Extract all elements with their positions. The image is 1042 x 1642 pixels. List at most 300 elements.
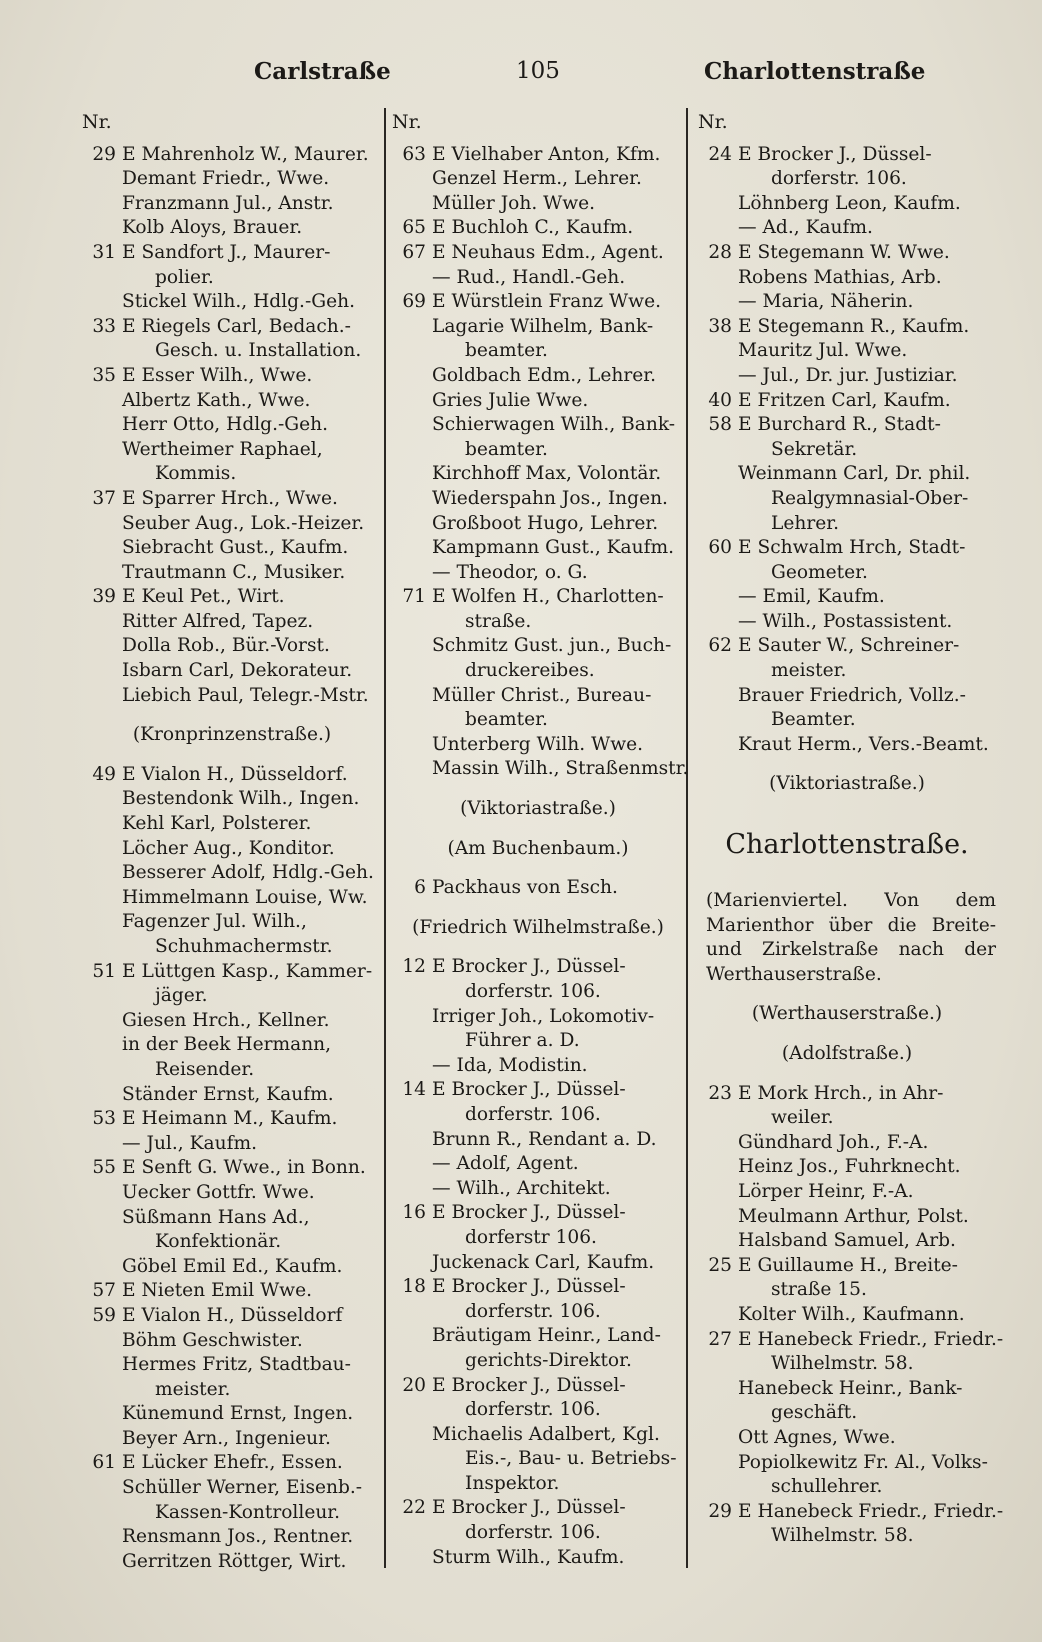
entry-text: Brunn R., Rendant a. D. <box>432 1128 657 1150</box>
nr-label: Nr. <box>698 111 728 133</box>
house-number: 33 <box>92 315 116 337</box>
house-number: 63 <box>402 143 426 165</box>
directory-entry <box>82 1402 382 1427</box>
house-number: 28 <box>708 241 732 263</box>
directory-entry <box>82 1353 382 1378</box>
directory-entry <box>698 143 996 168</box>
entry-text: Kolter Wilh., Kaufmann. <box>738 1303 965 1325</box>
directory-entry <box>82 659 382 684</box>
directory-entry <box>82 1107 382 1132</box>
entry-text: dorferstr. 106. <box>465 1522 601 1544</box>
entry-text: Siebracht Gust., Kaufm. <box>122 537 349 559</box>
directory-entry <box>698 241 996 266</box>
directory-entry <box>698 1500 1004 1525</box>
directory-entry <box>698 266 996 291</box>
directory-entry <box>82 910 382 935</box>
entry-text: beamter. <box>465 709 548 731</box>
directory-entry <box>698 1278 996 1303</box>
entry-text: Meulmann Arthur, Polst. <box>738 1205 969 1227</box>
directory-entry <box>82 1156 382 1181</box>
directory-entry <box>392 1128 684 1153</box>
entry-text: Reisender. <box>155 1058 255 1080</box>
entry-text: — Rud., Handl.-Geh. <box>432 266 626 288</box>
directory-entry <box>392 1300 684 1325</box>
directory-entry <box>82 787 382 812</box>
entry-text: Liebich Paul, Telegr.-Mstr. <box>122 684 369 706</box>
entry-text: Hanebeck Heinr., Bank- <box>738 1377 963 1399</box>
directory-entry <box>392 585 684 610</box>
entry-text: Löcher Aug., Konditor. <box>122 837 335 859</box>
directory-entry <box>698 733 996 758</box>
directory-entry <box>698 512 996 537</box>
house-number: 31 <box>92 241 116 263</box>
directory-entry <box>392 876 684 901</box>
directory-entry <box>392 389 684 414</box>
directory-entry <box>698 339 996 364</box>
entry-text: E Keul Pet., Wirt. <box>122 586 285 608</box>
entry-text: Packhaus von Esch. <box>432 877 618 899</box>
entry-text: E Lücker Ehefr., Essen. <box>122 1452 343 1474</box>
entry-text: E Stegemann W. Wwe. <box>738 241 950 263</box>
directory-entry <box>698 487 996 512</box>
directory-entry <box>698 1205 996 1230</box>
entry-text: Hermes Fritz, Stadtbau- <box>122 1354 351 1376</box>
entry-text: Gries Julie Wwe. <box>432 389 589 411</box>
entry-text: Stickel Wilh., Hdlg.-Geh. <box>122 291 355 313</box>
directory-entry <box>392 1349 684 1374</box>
directory-entry <box>82 315 382 340</box>
entry-text: Rensmann Jos., Rentner. <box>122 1526 354 1548</box>
house-number: 69 <box>402 291 426 313</box>
directory-entry <box>82 216 382 241</box>
directory-entry <box>82 984 382 1009</box>
entry-text: dorferstr 106. <box>465 1226 597 1248</box>
entry-text: Kampmann Gust., Kaufm. <box>432 537 675 559</box>
nr-label: Nr. <box>82 111 112 133</box>
entry-text: straße. <box>465 610 532 632</box>
house-number: 23 <box>708 1082 732 1104</box>
directory-entry <box>82 487 382 512</box>
column-divider <box>384 108 386 1568</box>
directory-entry <box>698 1377 996 1402</box>
entry-text: weiler. <box>771 1107 834 1129</box>
entry-text: — Adolf, Agent. <box>432 1153 579 1175</box>
entry-text: E Lüttgen Kasp., Kammer- <box>122 960 373 982</box>
directory-entry <box>392 561 684 586</box>
entry-text: E Vielhaber Anton, Kfm. <box>432 143 661 165</box>
directory-entry <box>82 290 382 315</box>
directory-entry <box>698 1328 1004 1353</box>
directory-entry <box>82 812 382 837</box>
directory-entry <box>82 1279 382 1304</box>
entry-text: E Brocker J., Düssel- <box>738 143 932 165</box>
directory-entry <box>698 438 996 463</box>
directory-entry <box>698 1401 996 1426</box>
entry-text: Isbarn Carl, Dekorateur. <box>122 660 353 682</box>
entry-text: E Brocker J., Düssel- <box>432 1079 626 1101</box>
entry-text: geschäft. <box>771 1402 858 1424</box>
directory-entry <box>82 167 382 192</box>
entry-text: E Burchard R., Stadt- <box>738 414 941 436</box>
directory-entry <box>82 561 382 586</box>
directory-entry <box>392 757 689 782</box>
entry-text: dorferstr. 106. <box>465 1103 601 1125</box>
entry-text: Gesch. u. Installation. <box>155 340 362 362</box>
directory-entry <box>392 315 684 340</box>
house-number: 18 <box>402 1276 426 1298</box>
house-number: 57 <box>92 1280 116 1302</box>
entry-text: E Fritzen Carl, Kaufm. <box>738 389 951 411</box>
entry-text: E Schwalm Hrch, Stadt- <box>738 537 966 559</box>
entry-text: E Buchloh C., Kaufm. <box>432 217 634 239</box>
street-heading: (Kronprinzenstraße.) <box>132 724 332 746</box>
directory-entry <box>82 438 382 463</box>
entry-text: Süßmann Hans Ad., <box>122 1206 310 1228</box>
house-number: 29 <box>708 1500 732 1522</box>
directory-entry <box>392 1324 684 1349</box>
entry-text: Ständer Ernst, Kaufm. <box>122 1083 334 1105</box>
directory-entry <box>698 1082 996 1107</box>
entry-text: E Sandfort J., Maurer- <box>122 241 331 263</box>
entry-text: — Wilh., Postassistent. <box>738 610 953 632</box>
entry-text: Kolb Aloys, Brauer. <box>122 217 303 239</box>
entry-text: Popiolkewitz Fr. Al., Volks- <box>738 1451 988 1473</box>
house-number: 51 <box>92 960 116 982</box>
directory-entry <box>698 1155 996 1180</box>
entry-text: dorferstr. 106. <box>465 1399 601 1421</box>
directory-entry <box>698 389 996 414</box>
entry-text: E Wolfen H., Charlotten- <box>432 586 664 608</box>
directory-entry <box>82 241 382 266</box>
entry-text: Bräutigam Heinr., Land- <box>432 1325 661 1347</box>
directory-entry <box>698 167 996 192</box>
entry-text: E Heimann M., Kaufm. <box>122 1108 338 1130</box>
entry-text: E Brocker J., Düssel- <box>432 956 626 978</box>
directory-entry <box>698 610 996 635</box>
entry-text: Michaelis Adalbert, Kgl. <box>432 1423 660 1445</box>
entry-text: E Würstlein Franz Wwe. <box>432 291 661 313</box>
house-number: 16 <box>402 1202 426 1224</box>
entry-text: Gerritzen Röttger, Wirt. <box>122 1550 347 1572</box>
directory-entry <box>392 634 684 659</box>
house-number: 27 <box>708 1328 732 1350</box>
entry-text: — Jul., Dr. jur. Justiziar. <box>738 364 958 386</box>
directory-entry <box>392 1054 684 1079</box>
directory-entry <box>392 512 684 537</box>
column-1-list <box>82 143 382 1575</box>
entry-text: Kehl Karl, Polsterer. <box>122 813 312 835</box>
directory-entry <box>392 241 684 266</box>
directory-entry <box>392 1029 684 1054</box>
house-number: 6 <box>414 877 426 899</box>
entry-text: Kommis. <box>155 463 237 485</box>
entry-text: Künemund Ernst, Ingen. <box>122 1403 354 1425</box>
street-heading: (Viktoriastraße.) <box>460 798 616 820</box>
house-number: 62 <box>708 635 732 657</box>
entry-text: E Brocker J., Düssel- <box>432 1276 626 1298</box>
entry-text: — Theodor, o. G. <box>432 561 588 583</box>
section-title: Charlottenstraße. <box>725 829 969 861</box>
column-divider <box>686 108 688 1568</box>
entry-text: Gündhard Joh., F.-A. <box>738 1131 929 1153</box>
directory-entry <box>392 536 684 561</box>
directory-entry <box>392 143 684 168</box>
entry-text: Heinz Jos., Fuhrknecht. <box>738 1156 961 1178</box>
column-2 <box>392 110 689 1570</box>
directory-entry <box>698 1254 996 1279</box>
entry-text: Konfektionär. <box>155 1231 282 1253</box>
directory-entry <box>392 1152 684 1177</box>
directory-entry <box>82 1009 382 1034</box>
directory-entry <box>392 1521 684 1546</box>
directory-entry <box>392 1177 684 1202</box>
directory-entry <box>82 634 382 659</box>
directory-entry <box>82 1451 382 1476</box>
directory-entry <box>392 1496 684 1521</box>
house-number: 39 <box>92 586 116 608</box>
directory-entry <box>392 980 684 1005</box>
entry-text: E Vialon H., Düsseldorf <box>122 1304 343 1326</box>
entry-text: Seuber Aug., Lok.-Heizer. <box>122 512 365 534</box>
directory-entry <box>392 1472 684 1497</box>
entry-text: Müller Christ., Bureau- <box>432 684 652 706</box>
street-heading: (Viktoriastraße.) <box>769 773 925 795</box>
directory-entry <box>82 960 382 985</box>
entry-text: Albertz Kath., Wwe. <box>122 389 311 411</box>
entry-text: Böhm Geschwister. <box>122 1329 303 1351</box>
entry-text: E Sparrer Hrch., Wwe. <box>122 487 338 509</box>
directory-entry <box>82 837 382 862</box>
entry-text: polier. <box>155 266 214 288</box>
directory-entry <box>392 659 684 684</box>
directory-entry <box>82 935 382 960</box>
entry-text: Massin Wilh., Straßenmstr. <box>432 758 689 780</box>
entry-text: Beamter. <box>771 709 856 731</box>
house-number: 61 <box>92 1452 116 1474</box>
directory-entry <box>698 1131 996 1156</box>
directory-entry <box>392 1398 684 1423</box>
directory-entry <box>82 684 382 709</box>
entry-text: Schuhmachermstr. <box>155 936 333 957</box>
entry-text: E Neuhaus Edm., Agent. <box>432 241 664 263</box>
entry-text: Lörper Heinr, F.-A. <box>738 1180 914 1202</box>
directory-entry <box>698 1106 996 1131</box>
entry-text: Juckenack Carl, Kaufm. <box>432 1251 655 1273</box>
house-number: 59 <box>92 1304 116 1326</box>
directory-entry <box>82 1525 382 1550</box>
house-number: 71 <box>402 586 426 608</box>
directory-entry <box>82 1033 382 1058</box>
entry-text: E Nieten Emil Wwe. <box>122 1280 313 1302</box>
directory-entry <box>392 364 684 389</box>
directory-entry <box>82 1501 382 1526</box>
directory-entry <box>698 659 996 684</box>
directory-entry <box>392 684 684 709</box>
entry-text: Ott Agnes, Wwe. <box>738 1426 896 1448</box>
house-number: 38 <box>708 315 732 337</box>
entry-text: E Guillaume H., Breite- <box>738 1254 958 1276</box>
entry-text: Robens Mathias, Arb. <box>738 266 942 288</box>
directory-entry <box>392 1374 684 1399</box>
entry-text: E Hanebeck Friedr., Friedr.- <box>738 1328 1004 1350</box>
entry-text: Brauer Friedrich, Vollz.- <box>738 684 966 706</box>
directory-entry <box>392 1078 684 1103</box>
directory-entry <box>82 339 382 364</box>
entry-text: Herr Otto, Hdlg.-Geh. <box>122 414 329 436</box>
directory-entry <box>392 290 684 315</box>
directory-entry <box>392 1546 684 1571</box>
entry-text: meister. <box>155 1378 231 1400</box>
entry-text: Fagenzer Jul. Wilh., <box>122 911 307 933</box>
house-number: 67 <box>402 241 426 263</box>
directory-entry <box>392 1226 684 1251</box>
directory-entry <box>82 266 382 291</box>
directory-entry <box>698 536 996 561</box>
directory-entry <box>698 1352 996 1377</box>
house-number: 14 <box>402 1079 426 1101</box>
directory-entry <box>392 487 684 512</box>
directory-entry <box>82 1058 382 1083</box>
directory-entry <box>392 1275 684 1300</box>
entry-text: Kassen-Kontrolleur. <box>155 1501 341 1523</box>
directory-entry <box>698 1475 996 1500</box>
directory-entry <box>698 1303 996 1328</box>
directory-entry <box>392 1103 684 1128</box>
directory-entry <box>82 536 382 561</box>
directory-entry <box>698 290 996 315</box>
entry-text: Wiederspahn Jos., Ingen. <box>432 487 668 509</box>
directory-entry <box>698 1426 996 1451</box>
directory-entry <box>698 561 996 586</box>
entry-text: dorferstr. 106. <box>465 1300 601 1322</box>
entry-text: Großboot Hugo, Lehrer. <box>432 512 659 534</box>
entry-text: Göbel Emil Ed., Kaufm. <box>122 1255 343 1277</box>
house-number: 49 <box>92 763 116 785</box>
directory-entry <box>698 1451 996 1476</box>
street-heading: (Friedrich Wilhelmstraße.) <box>412 916 664 938</box>
entry-text: straße 15. <box>771 1279 867 1301</box>
entry-text: Bestendonk Wilh., Ingen. <box>122 788 360 810</box>
directory-entry <box>82 1304 382 1329</box>
entry-text: Halsband Samuel, Arb. <box>738 1230 956 1252</box>
directory-entry <box>82 1132 382 1157</box>
directory-entry <box>392 955 684 980</box>
entry-text: Führer a. D. <box>465 1030 580 1052</box>
directory-entry <box>82 1427 382 1452</box>
directory-entry <box>698 1180 996 1205</box>
house-number: 58 <box>708 414 732 436</box>
entry-text: Goldbach Edm., Lehrer. <box>432 364 656 386</box>
directory-entry <box>392 413 684 438</box>
entry-text: druckereibes. <box>465 660 595 682</box>
directory-entry <box>698 216 996 241</box>
entry-text: dorferstr. 106. <box>771 168 907 190</box>
entry-text: Beyer Arn., Ingenieur. <box>122 1427 331 1449</box>
entry-text: Löhnberg Leon, Kaufm. <box>738 192 961 214</box>
entry-text: E Hanebeck Friedr., Friedr.- <box>738 1500 1004 1522</box>
entry-text: Dolla Rob., Bür.-Vorst. <box>122 635 330 657</box>
entry-text: Kirchhoff Max, Volontär. <box>432 463 662 485</box>
directory-entry <box>82 364 382 389</box>
header-left-street: Carlstraße <box>254 58 391 85</box>
house-number: 40 <box>708 389 732 411</box>
house-number: 37 <box>92 487 116 509</box>
directory-entry <box>82 763 382 788</box>
entry-text: Realgymnasial-Ober- <box>771 487 969 509</box>
directory-entry <box>82 1206 382 1231</box>
entry-text: Schmitz Gust. jun., Buch- <box>432 635 672 657</box>
nr-label: Nr. <box>392 111 422 133</box>
directory-entry <box>392 339 684 364</box>
entry-text: E Mork Hrch., in Ahr- <box>738 1082 944 1104</box>
entry-text: Mauritz Jul. Wwe. <box>738 340 908 362</box>
entry-text: Schüller Werner, Eisenb.- <box>122 1477 363 1499</box>
entry-text: — Ida, Modistin. <box>432 1054 588 1076</box>
entry-text: Geometer. <box>771 561 868 583</box>
entry-text: Eis.-, Bau- u. Betriebs- <box>465 1448 677 1470</box>
street-heading: (Am Buchenbaum.) <box>447 837 629 859</box>
house-number: 53 <box>92 1108 116 1130</box>
directory-entry <box>82 192 382 217</box>
directory-entry <box>392 266 684 291</box>
street-heading: (Adolfstraße.) <box>781 1043 913 1064</box>
entry-text: Uecker Gottfr. Wwe. <box>122 1181 315 1203</box>
directory-entry <box>392 1251 684 1276</box>
entry-text: Müller Joh. Wwe. <box>432 192 596 214</box>
entry-text: Genzel Herm., Lehrer. <box>432 168 642 190</box>
directory-entry <box>82 861 382 886</box>
directory-entry <box>82 1230 382 1255</box>
entry-text: Ritter Alfred, Tapez. <box>122 610 314 632</box>
page-header <box>70 58 990 98</box>
entry-text: in der Beek Hermann, <box>122 1034 332 1056</box>
column-3-top-list <box>698 143 996 797</box>
section-description: (Marienviertel. Von dem Marienthor über die Breite- und Zirkelstraße nach der Werthauserstraße. <box>706 890 996 985</box>
entry-text: Franzmann Jul., Anstr. <box>122 192 334 214</box>
entry-text: Demant Friedr., Wwe. <box>122 168 330 190</box>
directory-entry <box>698 708 996 733</box>
directory-entry <box>698 585 996 610</box>
entry-text: beamter. <box>465 340 548 362</box>
directory-entry <box>698 364 996 389</box>
directory-entry <box>698 1524 996 1549</box>
house-number: 24 <box>708 143 732 165</box>
entry-text: Unterberg Wilh. Wwe. <box>432 733 644 755</box>
entry-text: E Mahrenholz W., Maurer. <box>122 143 369 165</box>
house-number: 20 <box>402 1374 426 1396</box>
directory-entry <box>82 1476 382 1501</box>
directory-entry <box>698 684 996 709</box>
entry-text: Wilhelmstr. 58. <box>771 1525 914 1547</box>
entry-text: Wertheimer Raphael, <box>122 438 323 460</box>
directory-entry <box>82 1083 382 1108</box>
house-number: 55 <box>92 1157 116 1179</box>
directory-entry <box>82 1329 382 1354</box>
directory-entry <box>392 462 684 487</box>
directory-entry <box>392 610 684 635</box>
house-number: 35 <box>92 364 116 386</box>
directory-entry <box>392 1005 684 1030</box>
entry-text: E Riegels Carl, Bedach.- <box>122 315 351 337</box>
entry-text: E Senft G. Wwe., in Bonn. <box>122 1157 366 1179</box>
directory-entry <box>698 315 996 340</box>
entry-text: Sekretär. <box>771 438 858 460</box>
entry-text: Giesen Hrch., Kellner. <box>122 1009 330 1031</box>
directory-entry <box>698 413 996 438</box>
directory-entry <box>392 438 684 463</box>
directory-entry <box>698 192 996 217</box>
entry-text: Sturm Wilh., Kaufm. <box>432 1546 625 1568</box>
